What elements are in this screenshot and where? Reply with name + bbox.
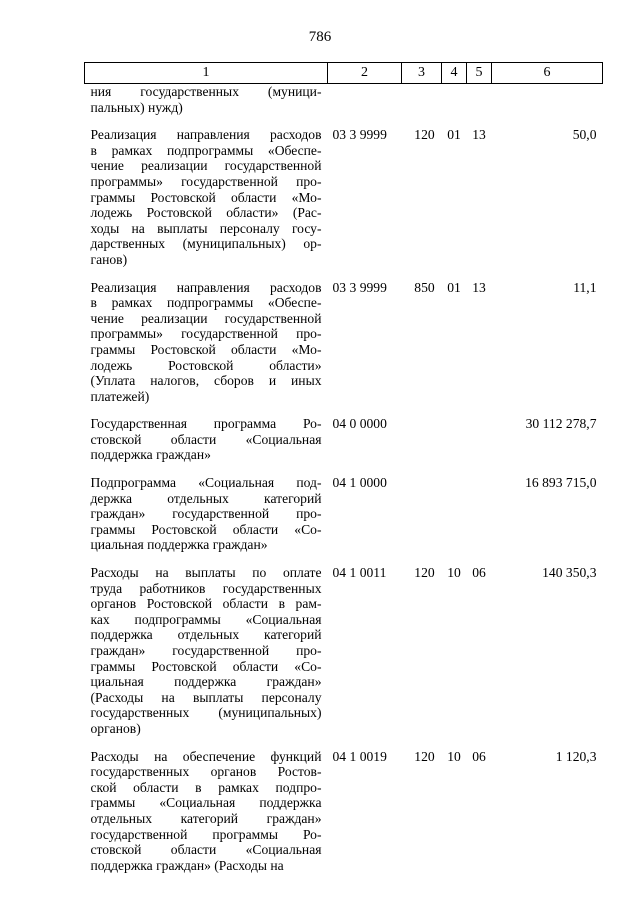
row-spacer	[85, 737, 603, 749]
table-row	[85, 749, 603, 874]
header-col-4: 4	[442, 63, 467, 84]
row-spacer-cell	[85, 404, 603, 416]
table-row	[85, 84, 603, 116]
target-article-code-cell: 03 3 9999	[332, 279, 387, 295]
table-header	[85, 63, 603, 84]
expense-name-line: поддержка граждан»	[90, 447, 211, 463]
expense-name-line: органов Ростовской области в рам-	[90, 596, 322, 612]
expense-name-line: граждан» государственной про-	[90, 643, 322, 658]
subsection-code-cell: 13	[472, 127, 486, 143]
amount-cell: 11,1	[573, 279, 597, 295]
expense-name-cell	[85, 280, 328, 405]
expense-name-line: отдельных категорий граждан»	[90, 810, 322, 826]
expense-name-line: чение реализации государственной	[90, 158, 322, 174]
table-row	[85, 475, 603, 553]
expense-name-cell	[85, 749, 328, 874]
expense-name-line: в рамках подпрограммы «Обеспе-	[90, 295, 322, 311]
header-col-1: 1	[85, 63, 328, 84]
row-spacer-cell	[85, 268, 603, 280]
expense-type-code-cell: 120	[414, 127, 435, 143]
expense-name-line: государственной программы Ро-	[90, 826, 322, 842]
expense-name-line: поддержка граждан» (Расходы на	[90, 857, 284, 873]
row-spacer	[85, 115, 603, 127]
subsection-code-cell: 06	[472, 748, 486, 764]
expense-name-line: пальных) нужд)	[90, 99, 183, 115]
row-spacer	[85, 404, 603, 416]
header-col-5: 5	[467, 63, 492, 84]
table-body	[85, 84, 603, 874]
header-col-3: 3	[402, 63, 442, 84]
target-article-code-cell: 04 1 0019	[332, 748, 387, 764]
subsection-code-cell: 06	[472, 565, 486, 581]
target-article-code-cell	[328, 84, 402, 116]
expense-name-cell	[85, 84, 328, 116]
expense-name-line: ках подпрограммы «Социальная	[90, 611, 322, 627]
page-number: 786	[308, 29, 332, 45]
expense-name-line: поддержка отдельных категорий	[90, 627, 322, 643]
expense-name-line: (Уплата налогов, сборов и иных	[90, 373, 322, 389]
expense-name-line: Подпрограмма «Социальная под-	[90, 475, 322, 491]
expense-name-cell	[85, 416, 328, 463]
expense-name-line: граммы Ростовской области «Со-	[90, 521, 322, 537]
expense-name-line: граммы Ростовской области «Мо-	[90, 341, 322, 357]
row-spacer-cell	[85, 737, 603, 749]
amount-cell: 30 112 278,7	[525, 416, 597, 432]
row-spacer-cell	[85, 115, 603, 127]
expense-name-line: программы» государственной про-	[90, 173, 322, 189]
amount-cell: 1 120,3	[555, 748, 597, 764]
section-code-cell	[442, 475, 467, 553]
expense-type-code-cell	[402, 416, 442, 463]
expense-name-line: дарственных (муниципальных) ор-	[90, 236, 322, 252]
target-article-code-cell: 04 1 0011	[332, 565, 387, 581]
expense-name-line: граммы Ростовской области «Со-	[90, 658, 322, 674]
section-code-cell: 01	[447, 279, 461, 295]
table-row	[85, 280, 603, 405]
expense-name-line: Расходы на выплаты по оплате	[90, 565, 322, 581]
expense-name-line: Расходы на обеспечение функций	[90, 748, 322, 764]
header-row	[85, 63, 603, 84]
expense-name-line: лодежь Ростовской области»	[90, 357, 322, 373]
amount-cell: 50,0	[572, 127, 597, 143]
subsection-code-cell: 13	[472, 279, 486, 295]
expense-name-line: граждан» государственной про-	[90, 506, 322, 522]
expense-name-line: ганов)	[90, 251, 128, 267]
section-code-cell: 01	[447, 127, 461, 143]
expense-type-code-cell: 120	[414, 748, 435, 764]
expense-name-line: государственных (муниципальных)	[90, 705, 322, 721]
row-spacer	[85, 268, 603, 280]
expense-name-line: держка отдельных категорий	[90, 490, 322, 506]
expense-name-line: Реализация направления расходов	[90, 127, 322, 143]
expense-name-cell	[85, 475, 328, 553]
expense-name-line: труда работников государственных	[90, 580, 322, 596]
table-row	[85, 127, 603, 267]
target-article-code-cell: 04 0 0000	[332, 416, 387, 432]
row-spacer	[85, 553, 603, 565]
section-code-cell: 10	[447, 748, 461, 764]
expense-type-code-cell: 120	[414, 565, 435, 581]
amount-cell: 16 893 715,0	[525, 475, 597, 491]
expense-name-line: стовской области «Социальная	[90, 431, 322, 447]
expense-name-cell	[85, 127, 328, 267]
header-col-2: 2	[328, 63, 402, 84]
section-code-cell	[442, 416, 467, 463]
target-article-code-cell: 04 1 0000	[332, 475, 387, 491]
expense-name-line: органов)	[90, 720, 141, 736]
header-col-6: 6	[492, 63, 603, 84]
expense-name-line: циальная поддержка граждан»	[90, 674, 322, 690]
expense-type-code-cell	[402, 84, 442, 116]
section-code-cell: 10	[447, 565, 461, 581]
expense-name-line: стовской области «Социальная	[90, 842, 322, 858]
expense-name-line: Реализация направления расходов	[90, 279, 322, 295]
expense-name-line: ния государственных (муници-	[90, 84, 322, 99]
expense-type-code-cell: 850	[414, 279, 435, 295]
expense-name-line: платежей)	[90, 388, 150, 404]
expense-name-line: чение реализации государственной	[90, 310, 322, 326]
expense-name-line: ской области в рамках подпро-	[90, 779, 322, 795]
amount-cell	[492, 84, 603, 116]
expense-name-line: граммы «Социальная поддержка	[90, 795, 322, 811]
row-spacer	[85, 463, 603, 475]
expense-type-code-cell	[402, 475, 442, 553]
expense-name-line: Государственная программа Ро-	[90, 416, 322, 432]
expense-name-line: лодежь Ростовской области» (Рас-	[90, 205, 322, 221]
budget-table	[84, 62, 603, 873]
row-spacer-cell	[85, 463, 603, 475]
section-code-cell	[442, 84, 467, 116]
subsection-code-cell	[467, 475, 492, 553]
amount-cell: 140 350,3	[542, 565, 597, 581]
subsection-code-cell	[467, 84, 492, 116]
expense-name-line: в рамках подпрограммы «Обеспе-	[90, 142, 322, 158]
expense-name-line: циальная поддержка граждан»	[90, 537, 268, 553]
expense-name-line: ходы на выплаты персоналу госу-	[90, 220, 322, 236]
table-row	[85, 416, 603, 463]
row-spacer-cell	[85, 553, 603, 565]
expense-name-cell	[85, 565, 328, 737]
subsection-code-cell	[467, 416, 492, 463]
expense-name-line: граммы Ростовской области «Мо-	[90, 189, 322, 205]
expense-name-line: программы» государственной про-	[90, 326, 322, 342]
table-row	[85, 565, 603, 737]
expense-name-line: (Расходы на выплаты персоналу	[90, 689, 322, 705]
expense-name-line: государственных органов Ростов-	[90, 764, 322, 780]
target-article-code-cell: 03 3 9999	[332, 127, 387, 143]
